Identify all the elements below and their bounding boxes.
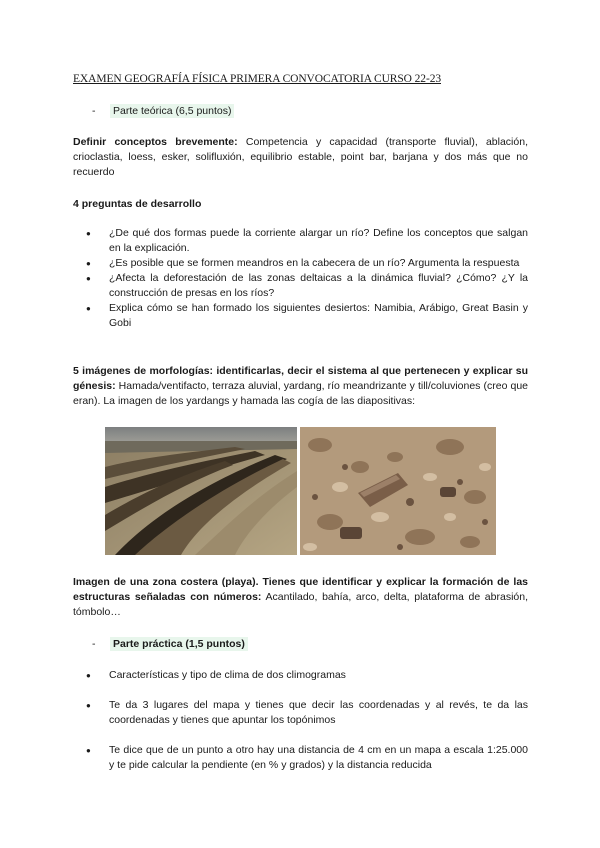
dash-marker: - [92, 105, 96, 117]
list-item: ● Te dice que de un punto a otro hay una distancia de 4 cm en un mapa a escala 1:25.000 y te pide calcular la pendiente (en % y grados) y la distancia reducida [73, 743, 528, 773]
images-text: Hamada/ventifacto, terraza aluvial, yardang, río meandrizante y till/coluviones (creo que eran). La imagen de los yardangs y hamada las cogía de las diapositivas: [73, 380, 528, 407]
list-item: ● Te da 3 lugares del mapa y tienes que decir las coordenadas y al revés, te da las coordenadas y tienes que apuntar los topónimos [73, 698, 528, 728]
concepts-text: Competencia y capacidad (transporte fluvial), ablación, crioclastia, loess, esker, solifluxión, equilibrio estable, point bar, barjana y dos más que no recuerdo [73, 136, 528, 178]
coast-paragraph [73, 575, 528, 620]
practice-item-3 [73, 743, 528, 773]
theory-heading-line [92, 104, 234, 119]
concepts-paragraph [73, 135, 528, 180]
coast-label: Imagen de una zona costera (playa). Tienes que identificar y explicar la formación de las estructuras señaladas con números: [73, 576, 528, 603]
list-item: ● ¿De qué dos formas puede la corriente alargar un río? Define los conceptos que salgan en la explicación. [73, 226, 528, 256]
hamada-photo [300, 427, 496, 555]
list-item: ● ¿Es posible que se formen meandros en la cabecera de un río? Argumenta la respuesta [73, 256, 528, 271]
list-item: ● Características y tipo de clima de dos climogramas [73, 668, 528, 683]
concepts-label: Definir conceptos brevemente: [73, 136, 238, 148]
practice-heading-line [92, 637, 248, 652]
practice-item-1 [73, 668, 528, 683]
practice-heading: Parte práctica (1,5 puntos) [110, 637, 248, 651]
yardang-photo [105, 427, 297, 555]
coast-text: Acantilado, bahía, arco, delta, plataforma de abrasión, tómbolo… [73, 591, 529, 618]
images-paragraph [73, 364, 528, 409]
questions-list [73, 226, 528, 331]
list-item: ● Explica cómo se han formado los siguientes desiertos: Namibia, Arábigo, Great Basin y Gobi [73, 301, 528, 331]
questions-heading: 4 preguntas de desarrollo [73, 198, 202, 210]
list-item: ● ¿Afecta la deforestación de las zonas deltaicas a la dinámica fluvial? ¿Cómo? ¿Y la construcción de presas en los ríos? [73, 271, 528, 301]
exam-title: EXAMEN GEOGRAFÍA FÍSICA PRIMERA CONVOCATORIA CURSO 22-23 [73, 73, 441, 85]
images-label: 5 imágenes de morfologías: identificarlas, decir el sistema al que pertenecen y explicar su génesis: [73, 365, 528, 392]
dash-marker: - [92, 638, 96, 650]
practice-item-2 [73, 698, 528, 728]
theory-heading: Parte teórica (6,5 puntos) [110, 104, 234, 118]
